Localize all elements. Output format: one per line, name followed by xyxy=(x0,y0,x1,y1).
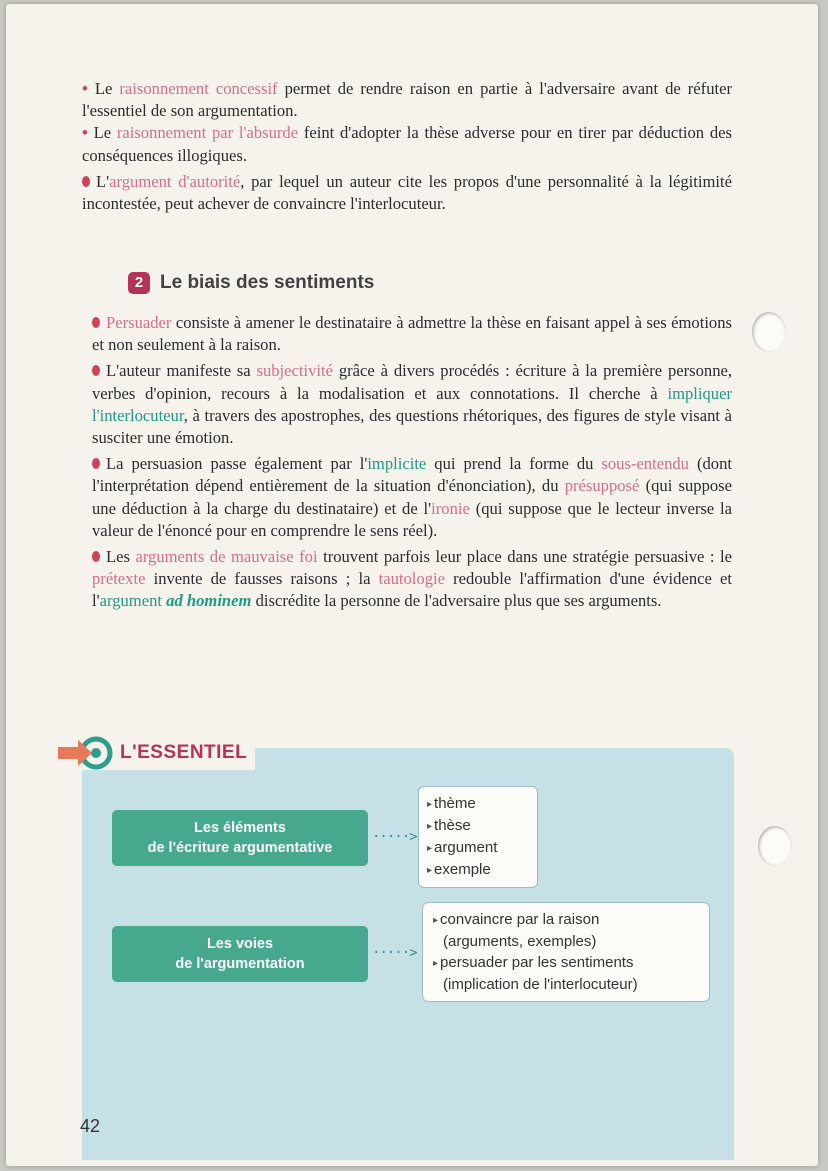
list-item: ▸ thèse xyxy=(427,815,529,837)
section-2-text xyxy=(92,312,732,617)
paragraph-subjectivite: L'auteur manifeste sa subjectivité grâce à divers procédés : écriture à la première personne, verbes d'opinion, recours à la modalisation et aux connotations. Il cherche à impliquer l'interlocuteur, à travers des apostrophes, des questions rhétoriques, des figures de style visant à susciter une émotion. xyxy=(92,361,733,448)
keyword: arguments de mauvaise foi xyxy=(135,547,318,567)
bullet-dot: • xyxy=(82,79,88,98)
list-item: ▸ argument xyxy=(427,837,529,859)
keyword: ironie xyxy=(431,498,470,518)
keyword: impliquer l'interlocuteur xyxy=(92,383,732,425)
list-item: ▸ exemple xyxy=(427,859,529,881)
bullet-dot: • xyxy=(82,123,88,143)
paragraph-raisonnement-concessif: • Le raisonnement concessif permet de rendre raison en partie à l'adversaire avant de réfuter l'essentiel de son argumentation. xyxy=(82,79,732,121)
paragraph-persuader: Persuader consiste à amener le destinataire à admettre la thèse en faisant appel à ses émotions et non seulement à la raison. xyxy=(92,313,732,355)
paragraph-raisonnement-absurde: • Le raisonnement par l'absurde feint d'adopter la thèse adverse pour en tirer par déduction des conséquences illogiques. xyxy=(82,123,732,165)
bullet-marker-icon xyxy=(92,551,100,562)
essentiel-heading xyxy=(56,736,255,770)
list-item: ▸ persuader par les sentiments xyxy=(433,952,699,974)
voies-argumentation-label: Les voies de l'argumentation xyxy=(112,926,368,982)
target-arrow-icon xyxy=(56,736,114,770)
keyword: Persuader xyxy=(106,313,172,332)
binder-hole-top xyxy=(752,312,786,352)
subsection-number: 2 xyxy=(128,272,150,294)
list-item-detail: (implication de l'interlocuteur) xyxy=(443,976,638,993)
keyword: implicite xyxy=(367,454,427,474)
keyword: argument xyxy=(99,591,162,611)
paragraph-argument-autorite: L'argument d'autorité, par lequel un auteur cite les propos d'une personnalité à la légitimité incontestée, peut achever de convaincre l'interlocuteur. xyxy=(82,171,732,214)
binder-hole-bottom xyxy=(758,826,792,866)
keyword: sous-entendu xyxy=(601,454,689,474)
keyword: raisonnement concessif xyxy=(119,79,278,98)
paragraph-implicite: La persuasion passe également par l'implicite qui prend la forme du sous-entendu (dont l'interprétation dépend entièrement de la situation d'énonciation), du présupposé (qui suppose une déduction à la charge du destinataire) et de l'ironie (qui suppose que le lecteur inverse la valeur de l'énoncé pour en comprendre le sens réel). xyxy=(92,454,733,540)
bullet-marker-icon xyxy=(82,176,90,187)
list-item-detail: (arguments, exemples) xyxy=(443,933,597,950)
voies-list-box xyxy=(422,902,710,1002)
essentiel-title: L'ESSENTIEL xyxy=(120,742,248,763)
keyword: raisonnement par l'absurde xyxy=(116,123,299,143)
keyword: prétexte xyxy=(92,569,146,589)
subsection-heading xyxy=(128,272,374,294)
page-number: 42 xyxy=(80,1116,101,1136)
bullet-marker-icon xyxy=(92,317,100,328)
subsection-title: Le biais des sentiments xyxy=(160,272,375,293)
keyword: argument d'autorité xyxy=(109,171,241,191)
bullet-marker-icon xyxy=(92,458,100,469)
keyword: tautologie xyxy=(378,569,445,589)
keyword-italic: ad hominem xyxy=(166,591,252,611)
section-1-text xyxy=(82,78,732,219)
keyword: présupposé xyxy=(564,476,640,496)
elements-list-box xyxy=(418,786,538,888)
elements-ecriture-label: Les éléments de l'écriture argumentative xyxy=(112,810,368,866)
dotted-arrow-icon: ·····> xyxy=(372,829,417,845)
keyword: subjectivité xyxy=(256,361,333,381)
list-item: ▸ convaincre par la raison xyxy=(433,909,699,931)
list-item: ▸ thème xyxy=(427,793,529,815)
paragraph-mauvaise-foi: Les arguments de mauvaise foi trouvent parfois leur place dans une stratégie persuasive : le prétexte invente de fausses raisons ; la tautologie redouble l'affirmation d'une évidence et l'argument ad hominem discrédite la personne de l'adversaire plus que ses arguments. xyxy=(92,547,733,611)
dotted-arrow-icon: ·····> xyxy=(372,945,417,961)
bullet-marker-icon xyxy=(92,365,100,376)
